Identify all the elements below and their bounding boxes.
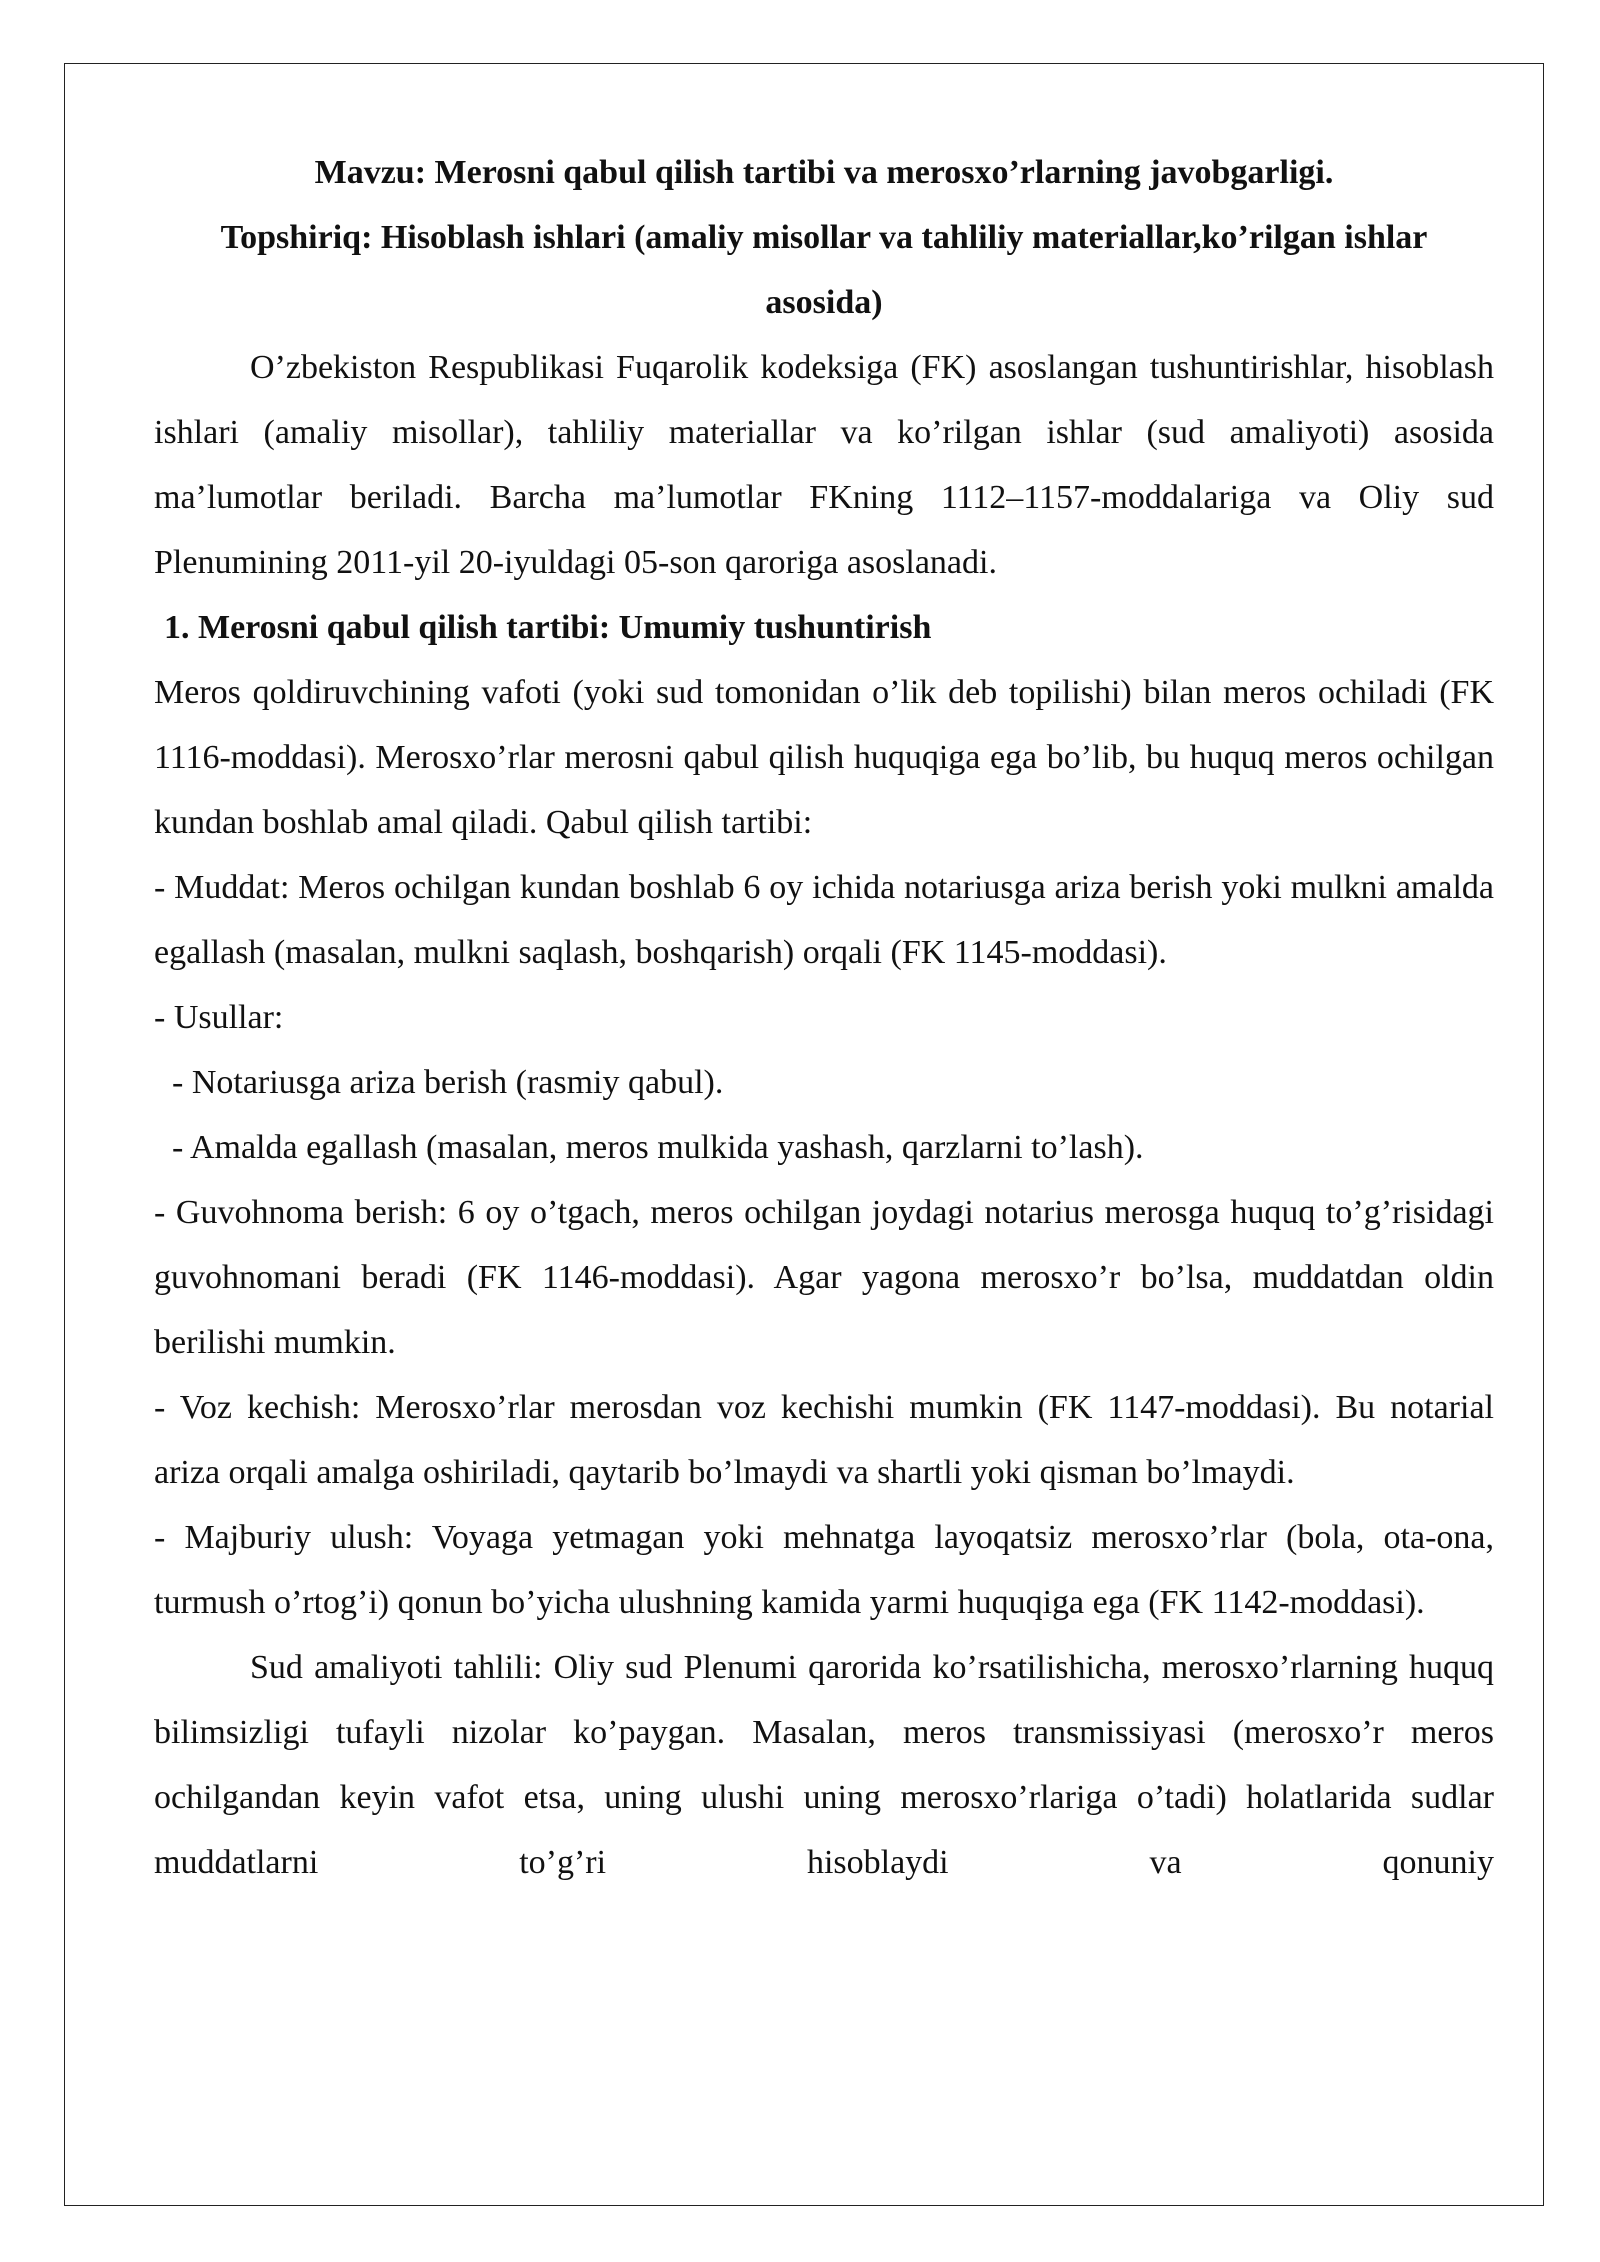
majburiy-ulush-item: - Majburiy ulush: Voyaga yetmagan yoki mehnatga layoqatsiz merosxo’rlar (bola, ota-ona, turmush o’rtog’i) qonun bo’yicha ulushning kamida yarmi huquqiga ega (FK 1142-moddasi).	[154, 1519, 1494, 1621]
task-heading: Topshiriq: Hisoblash ishlari (amaliy misollar va tahliliy materiallar,ko’rilgan ishlar asosida)	[220, 219, 1428, 321]
muddat-item: - Muddat: Meros ochilgan kundan boshlab 6 oy ichida notariusga ariza berish yoki mulkni amalda egallash (masalan, mulkni saqlash, boshqarish) orqali (FK 1145-moddasi).	[154, 869, 1494, 971]
section-1-title: 1. Merosni qabul qilish tartibi: Umumiy tushuntirish	[164, 609, 932, 646]
guvohnoma-item: - Guvohnoma berish: 6 oy o’tgach, meros ochilgan joydagi notarius merosga huquq to’g’risidagi guvohnomani beradi (FK 1146-moddasi). Agar yagona merosxo’r bo’lsa, muddatdan oldin berilishi mumkin.	[154, 1194, 1494, 1361]
topic-heading: Mavzu: Merosni qabul qilish tartibi va merosxo’rlarning javobgarligi.	[314, 154, 1334, 191]
intro-paragraph: O’zbekiston Respublikasi Fuqarolik kodeksiga (FK) asoslangan tushuntirishlar, hisoblash ishlari (amaliy misollar), tahliliy materiallar va ko’rilgan ishlar (sud amaliyoti) asosida ma’lumotlar beriladi. Barcha ma’lumotlar FKning 1112–1157-moddalariga va Oliy sud Plenumining 2011-yil 20-iyuldagi 05-son qaroriga asoslanadi.	[154, 349, 1494, 581]
sud-amaliyoti-paragraph: Sud amaliyoti tahlili: Oliy sud Plenumi qarorida ko’rsatilishicha, merosxo’rlarning huquq bilimsizligi tufayli nizolar ko’paygan. Masalan, meros transmissiyasi (merosxo’r meros ochilgandan keyin vafot etsa, uning ulushi uning merosxo’rlariga o’tadi) holatlarida sudlar muddatlarni to’g’ri hisoblaydi va qonuniy	[154, 1649, 1494, 1881]
voz-kechish-item: - Voz kechish: Merosxo’rlar merosdan voz kechishi mumkin (FK 1147-moddasi). Bu notarial ariza orqali amalga oshiriladi, qaytarib bo’lmaydi va shartli yoki qisman bo’lmaydi.	[154, 1389, 1494, 1491]
usul-2-item: - Amalda egallash (masalan, meros mulkida yashash, qarzlarni to’lash).	[172, 1129, 1144, 1166]
usul-1-item: - Notariusga ariza berish (rasmiy qabul).	[172, 1064, 724, 1101]
document-body	[154, 140, 1494, 1895]
section-1-body: Meros qoldiruvchining vafoti (yoki sud tomonidan o’lik deb topilishi) bilan meros ochiladi (FK 1116-moddasi). Merosxo’rlar merosni qabul qilish huquqiga ega bo’lib, bu huquq meros ochilgan kundan boshlab amal qiladi. Qabul qilish tartibi:	[154, 674, 1494, 841]
usullar-item: - Usullar:	[154, 999, 284, 1036]
